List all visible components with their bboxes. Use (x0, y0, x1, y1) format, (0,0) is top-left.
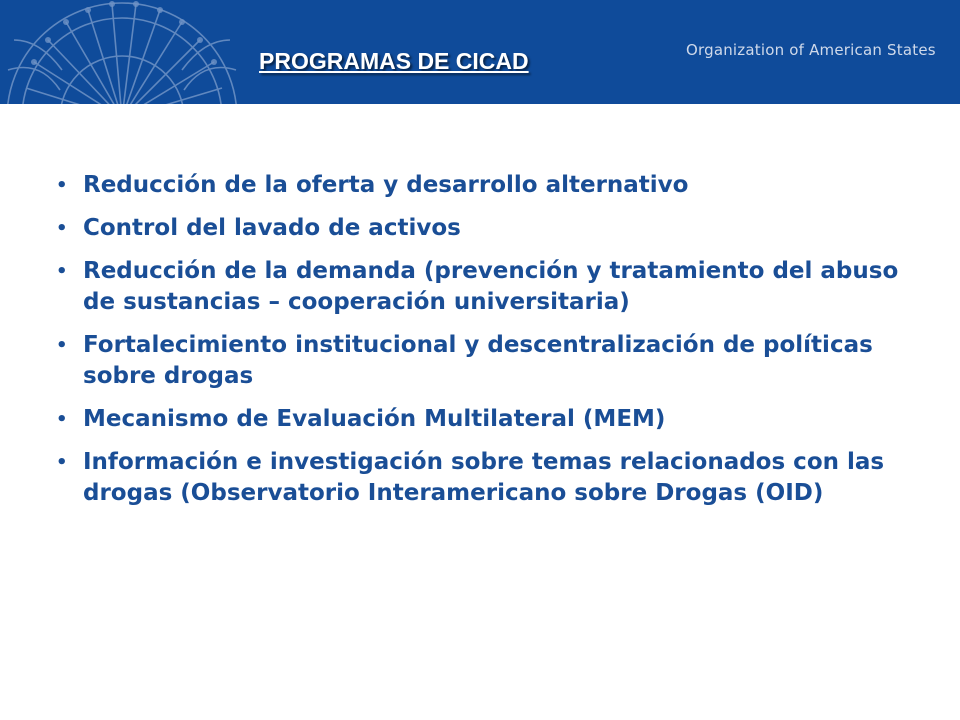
list-item-text: Información e investigación sobre temas relacionados con las drogas (Observatorio Interamericano sobre Drogas (OID) (83, 449, 885, 506)
list-item-text: Control del lavado de activos (83, 215, 461, 241)
list-item (56, 330, 916, 392)
header-bar (0, 0, 960, 104)
list-item-text: Reducción de la demanda (prevención y tratamiento del abuso de sustancias – cooperación universitaria) (83, 258, 899, 315)
list-item-text: Mecanismo de Evaluación Multilateral (MEM) (83, 406, 666, 432)
organization-name: Organization of American States (686, 41, 936, 59)
list-item (56, 404, 916, 435)
list-item (56, 256, 916, 318)
bullet-icon: • (56, 175, 68, 196)
bullet-icon: • (56, 261, 68, 282)
bullet-icon: • (56, 452, 68, 473)
list-item (56, 213, 916, 244)
oas-seal-icon (0, 0, 250, 104)
list-item-text: Fortalecimiento institucional y descentralización de políticas sobre drogas (83, 332, 873, 389)
bullet-icon: • (56, 409, 68, 430)
bullet-icon: • (56, 218, 68, 239)
bullet-icon: • (56, 335, 68, 356)
bullet-list (56, 170, 916, 521)
list-item (56, 447, 916, 509)
slide-title: PROGRAMAS DE CICAD (259, 48, 529, 74)
list-item-text: Reducción de la oferta y desarrollo alternativo (83, 172, 689, 198)
list-item (56, 170, 916, 201)
